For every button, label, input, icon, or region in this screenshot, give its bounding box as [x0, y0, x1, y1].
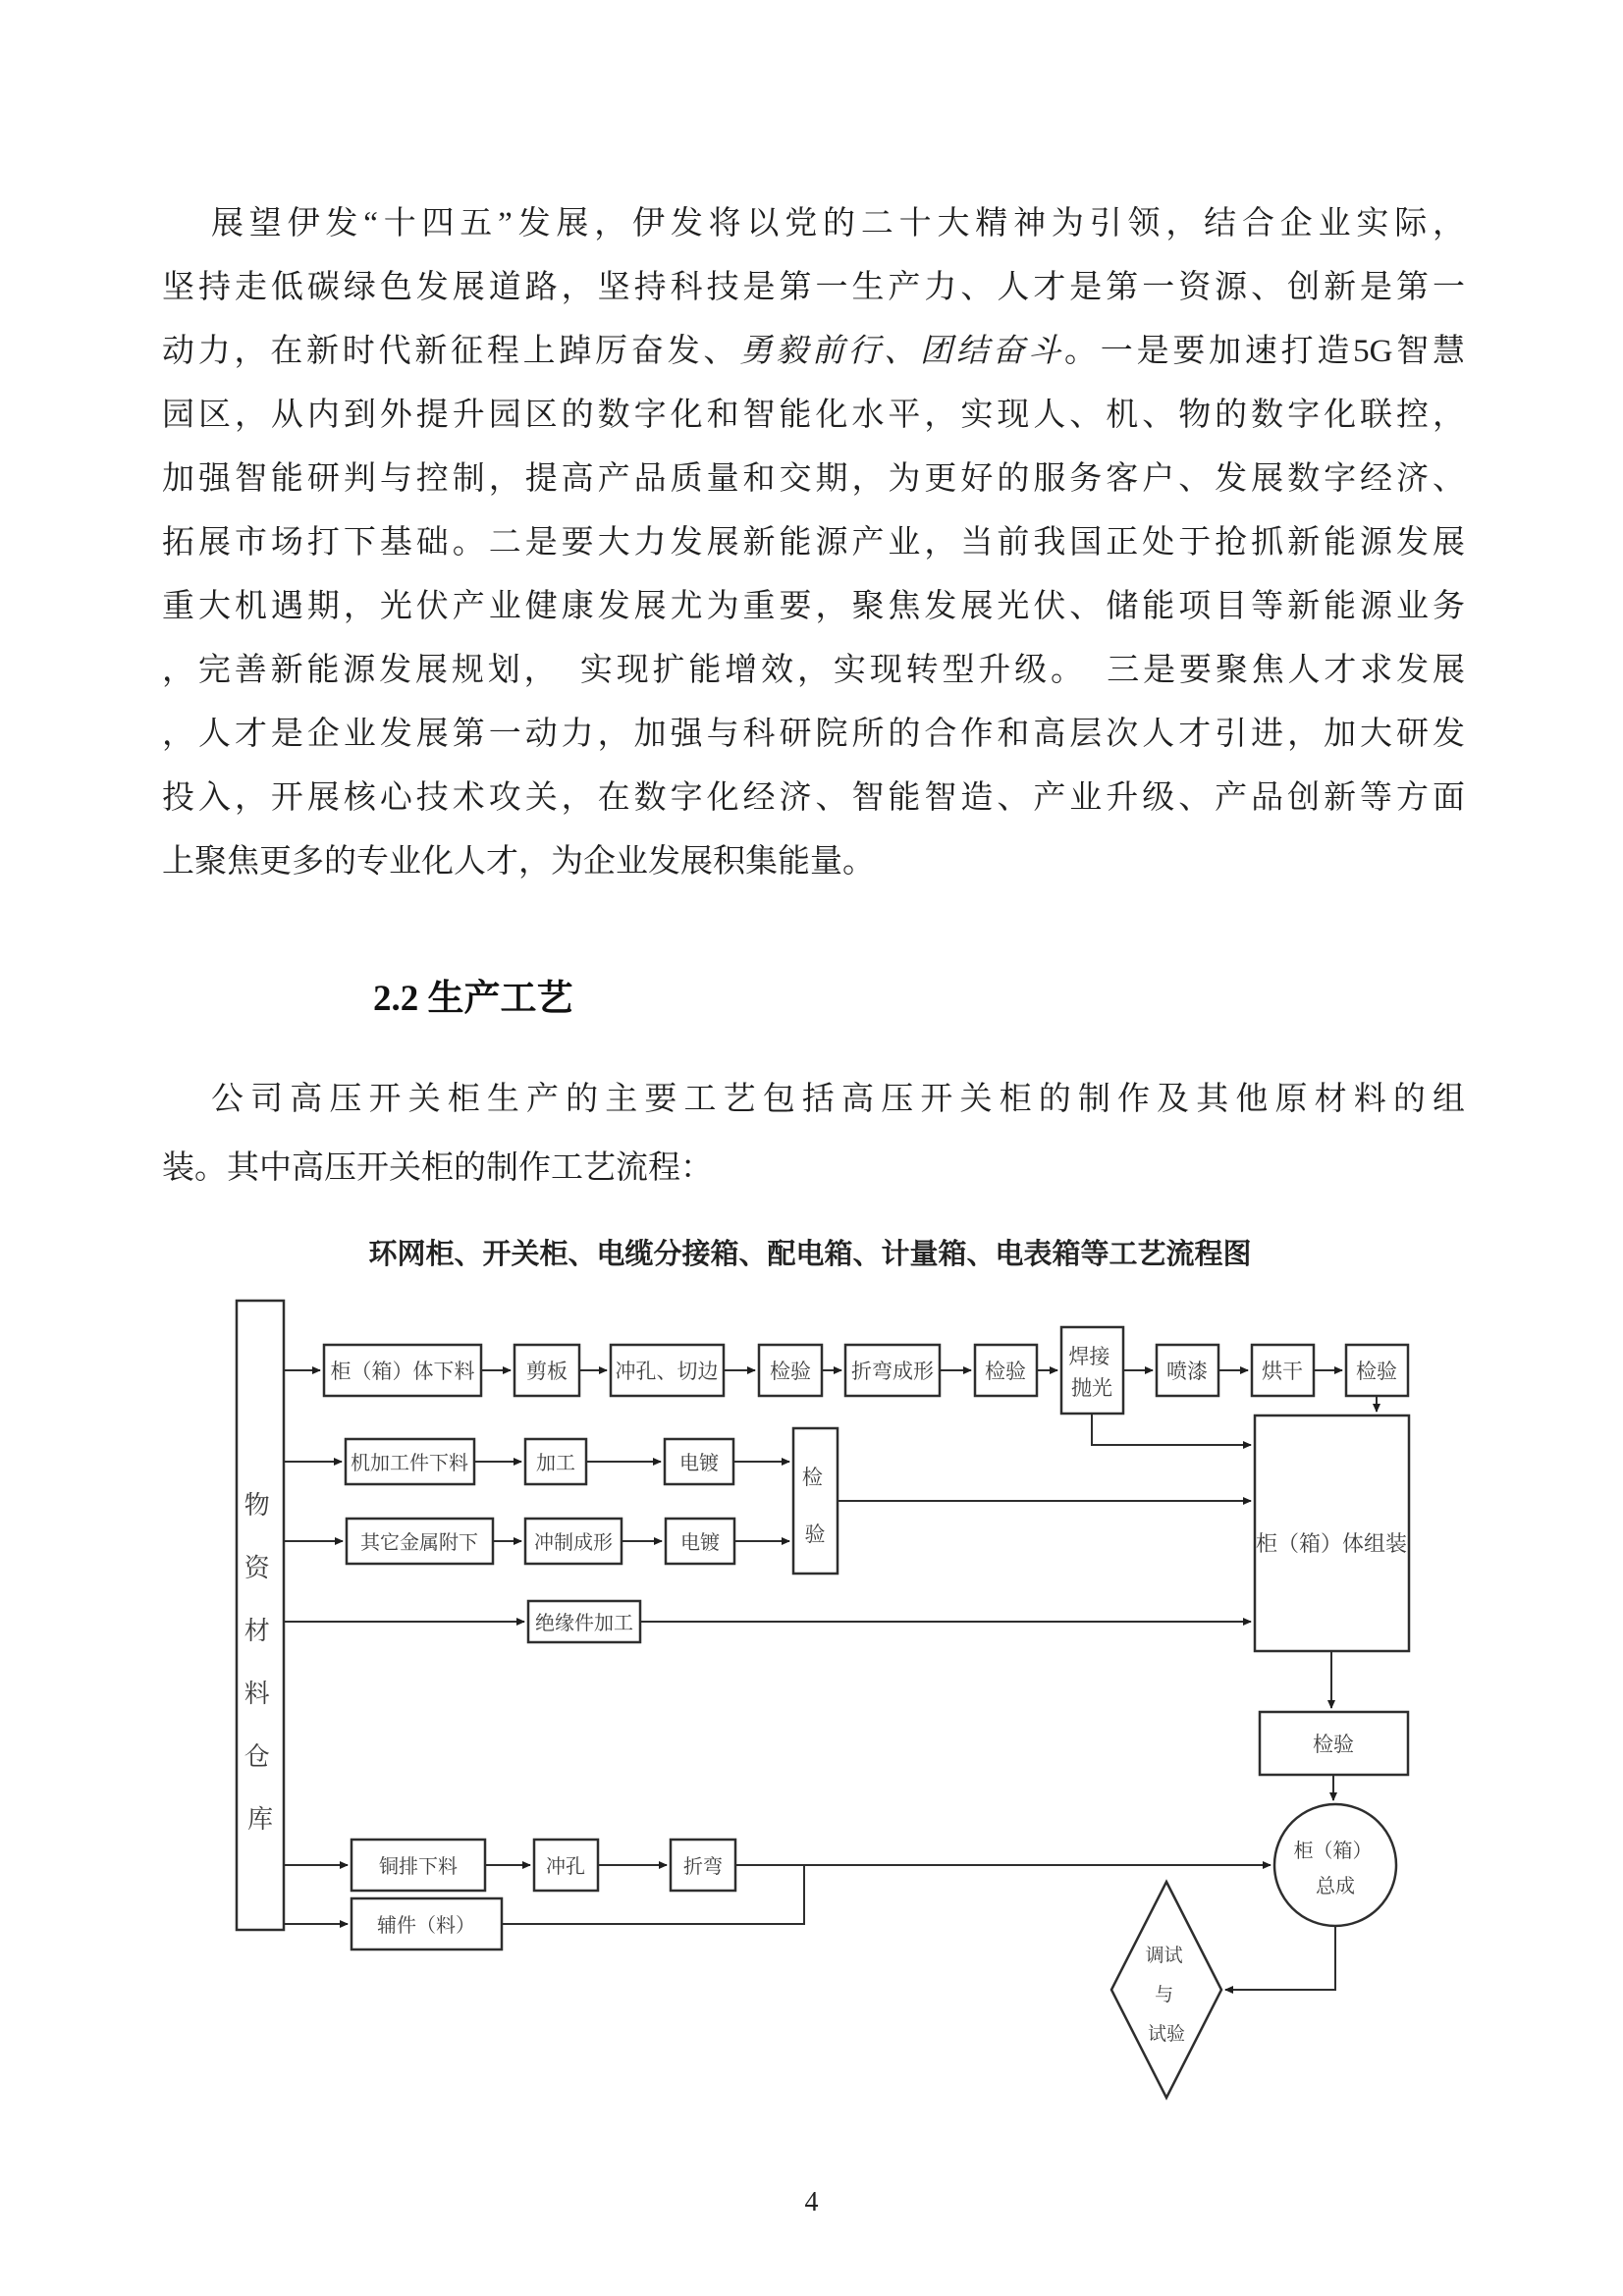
node-label: 折弯成形 — [851, 1360, 934, 1383]
node-auxiliary-materials — [352, 1898, 502, 1949]
para1-line10: 投入，开展核心技术攻关，在数字化经济、智能智造、产业升级、产品创新等方面 — [162, 780, 1465, 816]
node-debug-and-test — [1111, 1882, 1221, 2098]
para1-line9: ，人才是企业发展第一动力，加强与科研院所的合作和高层次人才引进，加大研发 — [162, 717, 1465, 752]
node-stamping-forming — [525, 1519, 622, 1564]
paragraph-outlook — [162, 192, 1465, 894]
node-label: 电镀 — [680, 1532, 720, 1554]
warehouse-label: 物 资 材 料 仓 库 — [243, 1491, 274, 1834]
node-label: 加工 — [536, 1453, 575, 1474]
para1-line3 — [162, 320, 1465, 384]
para1-line3-italic: 勇毅前行、团结奋斗 — [739, 334, 1065, 369]
node-spray-painting — [1157, 1345, 1218, 1396]
para1-line3-post: 。一是要加速打造5G智慧 — [1064, 334, 1465, 369]
node-machined-parts-blanking — [346, 1439, 474, 1484]
paragraph-process-intro — [162, 1065, 1465, 1202]
node-bend-forming — [845, 1345, 940, 1396]
node-other-metal-parts — [347, 1519, 493, 1564]
node-label: 绝缘件加工 — [535, 1613, 633, 1634]
node-bending — [671, 1840, 735, 1891]
node-label: 柜（箱）体下料 — [330, 1360, 475, 1383]
node-inspection-vertical — [793, 1428, 838, 1574]
para1-line3-pre: 动力，在新时代新征程上踔厉奋发、 — [162, 334, 740, 369]
node-insulation-processing — [528, 1601, 640, 1642]
process-flowchart — [152, 1266, 1468, 2130]
node-electroplating-1 — [665, 1439, 733, 1484]
para1-line6: 拓展市场打下基础。二是要大力发展新能源产业，当前我国正处于抢抓新能源发展 — [162, 525, 1465, 561]
node-label: 检 验 — [801, 1466, 826, 1546]
para1-line8: ，完善新能源发展规划， 实现扩能增效，实现转型升级。 三是要聚焦人才求发展 — [162, 653, 1465, 688]
node-label: 喷漆 — [1166, 1360, 1208, 1383]
node-material-warehouse — [237, 1301, 284, 1930]
node-copper-busbar-blanking — [352, 1840, 485, 1891]
node-label: 检验 — [1313, 1733, 1354, 1756]
node-label: 剪板 — [526, 1360, 568, 1383]
node-cabinet-body-blanking — [324, 1345, 481, 1396]
node-cabinet-final-assembly — [1274, 1804, 1396, 1926]
node-label: 柜（箱）体组装 — [1255, 1531, 1408, 1556]
flowchart-title: 环网柜、开关柜、电缆分接箱、配电箱、计量箱、电表箱等工艺流程图 — [368, 1239, 1252, 1270]
node-punching-trimming — [611, 1345, 724, 1396]
node-inspection-3 — [1346, 1345, 1408, 1396]
para1-line11: 上聚焦更多的专业化人才，为企业发展积集能量。 — [162, 844, 875, 880]
node-label: 冲制成形 — [534, 1532, 613, 1554]
node-label: 柜（箱） 总成 — [1293, 1841, 1373, 1897]
node-label: 检验 — [985, 1360, 1026, 1383]
node-label: 调试 与 试验 — [1145, 1946, 1186, 2045]
para2-line1: 公司高压开关柜生产的主要工艺包括高压开关柜的制作及其他原材料的组 — [211, 1082, 1465, 1117]
para1-line2: 坚持走低碳绿色发展道路，坚持科技是第一生产力、人才是第一资源、创新是第一 — [162, 270, 1465, 305]
node-label: 检验 — [1356, 1360, 1397, 1383]
node-label: 冲孔、切边 — [615, 1360, 719, 1383]
para2-line2: 装。其中高压开关柜的制作工艺流程： — [162, 1150, 713, 1186]
node-label: 折弯 — [683, 1856, 723, 1878]
node-label: 检验 — [770, 1360, 811, 1383]
node-inspection-1 — [759, 1345, 822, 1396]
node-label: 烘干 — [1262, 1360, 1303, 1383]
node-machining — [525, 1439, 586, 1484]
node-electroplating-2 — [666, 1519, 734, 1564]
node-cabinet-assembly — [1255, 1415, 1409, 1651]
node-shearing — [514, 1345, 579, 1396]
node-punching — [534, 1840, 598, 1891]
node-label: 电镀 — [679, 1453, 719, 1474]
para1-line1: 展望伊发“十四五”发展，伊发将以党的二十大精神为引领，结合企业实际， — [211, 206, 1465, 241]
node-label: 冲孔 — [546, 1856, 585, 1878]
node-label: 焊接 抛光 — [1068, 1345, 1112, 1400]
node-welding-polishing — [1061, 1327, 1123, 1414]
node-label: 辅件（料） — [377, 1915, 475, 1937]
para1-line5: 加强智能研判与控制，提高产品质量和交期，为更好的服务客户、发展数字经济、 — [162, 461, 1465, 497]
page-number: 4 — [804, 2187, 819, 2217]
section-heading: 2.2 生产工艺 — [373, 979, 573, 1019]
node-drying — [1252, 1345, 1314, 1396]
para1-line7: 重大机遇期，光伏产业健康发展尤为重要，聚焦发展光伏、储能项目等新能源业务 — [162, 589, 1465, 624]
node-label: 铜排下料 — [379, 1856, 458, 1878]
node-label: 机加工件下料 — [351, 1453, 468, 1474]
node-label: 其它金属附下 — [360, 1532, 478, 1554]
node-inspection-2 — [975, 1345, 1037, 1396]
node-inspection-final — [1260, 1712, 1408, 1775]
para1-line4: 园区，从内到外提升园区的数字化和智能化水平，实现人、机、物的数字化联控， — [162, 398, 1465, 433]
